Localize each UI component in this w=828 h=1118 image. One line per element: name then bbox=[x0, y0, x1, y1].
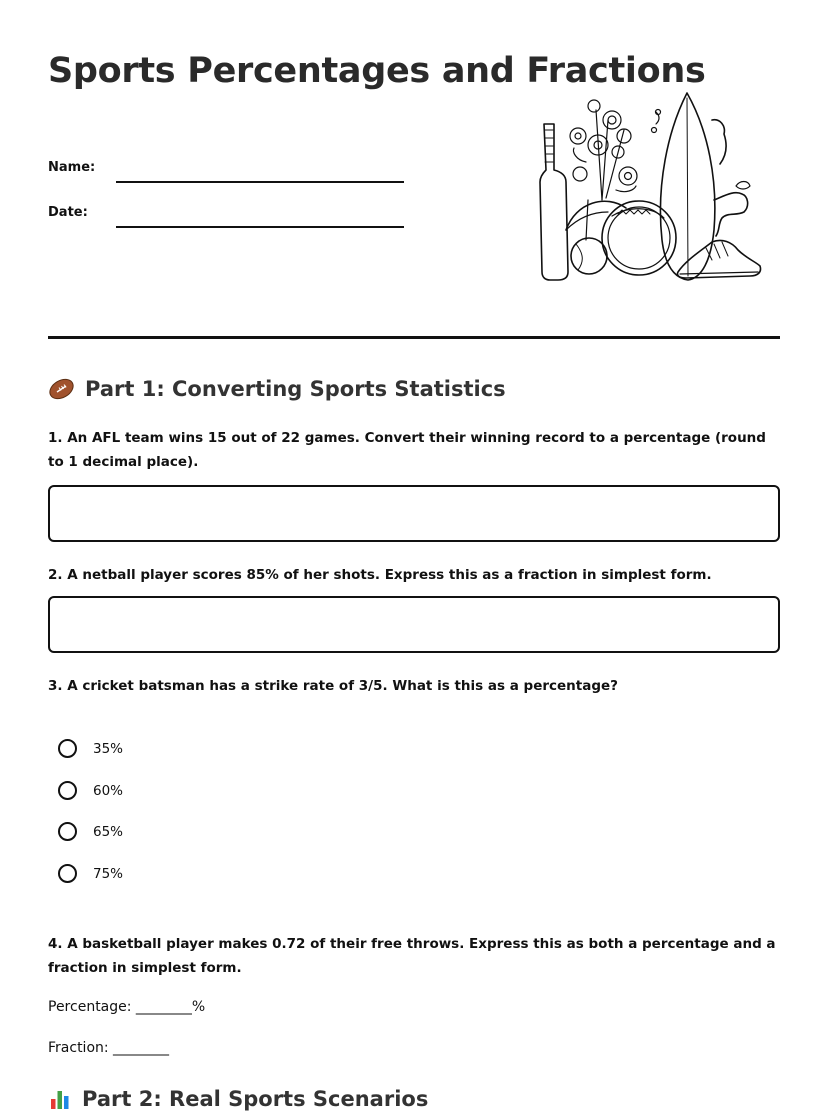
question-3-option-2[interactable] bbox=[58, 781, 123, 800]
kangaroo bbox=[712, 120, 748, 236]
football-icon bbox=[48, 378, 75, 400]
option-label: 65% bbox=[93, 823, 124, 840]
question-4-percentage-blank[interactable]: Percentage: ________% bbox=[48, 999, 206, 1015]
radio-button[interactable] bbox=[58, 864, 77, 883]
option-label: 60% bbox=[93, 782, 124, 799]
question-4: 4. A basketball player makes 0.72 of their free throws. Express this as both a percentage and a fraction in simplest form. bbox=[48, 936, 776, 976]
name-label: Name: bbox=[48, 160, 96, 175]
name-input-line[interactable] bbox=[116, 181, 404, 183]
question-3: 3. A cricket batsman has a strike rate of 3/5. What is this as a percentage? bbox=[48, 678, 618, 694]
radio-button[interactable] bbox=[58, 781, 77, 800]
page-title: Sports Percentages and Fractions bbox=[48, 51, 706, 91]
date-label: Date: bbox=[48, 205, 88, 220]
question-2-answer-box[interactable] bbox=[48, 596, 780, 653]
option-label: 35% bbox=[93, 740, 124, 757]
radio-button[interactable] bbox=[58, 739, 77, 758]
option-label: 75% bbox=[93, 865, 124, 882]
question-4-fraction-blank[interactable]: Fraction: ________ bbox=[48, 1040, 170, 1056]
date-input-line[interactable] bbox=[116, 226, 404, 228]
question-3-option-4[interactable] bbox=[58, 864, 123, 883]
part2-heading-text: Part 2: Real Sports Scenarios bbox=[82, 1087, 429, 1111]
header-divider bbox=[48, 336, 780, 339]
question-2: 2. A netball player scores 85% of her shots. Express this as a fraction in simplest form. bbox=[48, 567, 712, 583]
question-1: 1. An AFL team wins 15 out of 22 games. Convert their winning record to a percentage (round to 1 decimal place). bbox=[48, 430, 766, 470]
radio-button[interactable] bbox=[58, 822, 77, 841]
question-1-answer-box[interactable] bbox=[48, 485, 780, 542]
question-3-option-1[interactable] bbox=[58, 739, 123, 758]
question-3-option-3[interactable] bbox=[58, 822, 123, 841]
sports-equipment-illustration bbox=[536, 90, 768, 286]
bar-chart-icon bbox=[48, 1087, 72, 1111]
cricket-bat bbox=[540, 124, 568, 280]
ball bbox=[602, 201, 676, 275]
flowers bbox=[570, 100, 661, 200]
part1-heading bbox=[48, 375, 506, 403]
part2-heading bbox=[48, 1085, 428, 1113]
part1-heading-text: Part 1: Converting Sports Statistics bbox=[85, 377, 506, 401]
